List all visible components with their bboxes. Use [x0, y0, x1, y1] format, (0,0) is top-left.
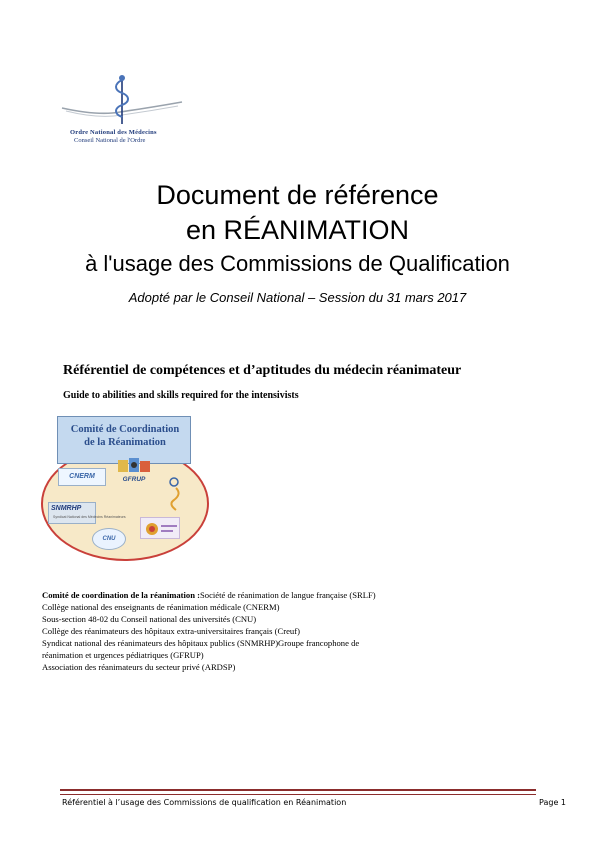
footer-rule-thin	[60, 794, 536, 795]
member-line: Collège national des enseignants de réanimation médicale (CNERM)	[42, 602, 280, 612]
section-subheading: Guide to abilities and skills required for the intensivists	[63, 390, 299, 401]
snmrhp-subtitle: Syndicat National des Médecins Réanimateurs	[53, 515, 126, 519]
member-line: Association des réanimateurs du secteur privé (ARDSP)	[42, 662, 236, 672]
snmrhp-label: SNMRHP	[51, 505, 82, 512]
srlf-emblem-icon	[156, 474, 190, 514]
srlf-logo	[156, 474, 190, 514]
ardsp-logo	[140, 517, 180, 539]
document-title-line3: à l'usage des Commissions de Qualification	[85, 251, 510, 276]
gfrup-label: GFRUP	[122, 476, 146, 483]
adoption-note: Adopté par le Conseil National – Session du 31 mars 2017	[128, 290, 467, 305]
members-lead	[42, 589, 376, 601]
coordination-committee-emblem	[40, 416, 212, 564]
cnu-logo: CNU	[92, 528, 126, 550]
document-title-line2: en RÉANIMATION	[185, 215, 410, 245]
section-heading: Référentiel de compétences et d’aptitudes du médecin réanimateur	[63, 363, 462, 378]
logo-conseil-text: Conseil National de l'Ordre	[74, 137, 146, 144]
members-lead-rest: Société de réanimation de langue française (SRLF)	[200, 590, 376, 600]
snmrhp-logo	[48, 502, 126, 524]
gfrup-books-icon	[112, 456, 156, 476]
footer-rule	[60, 789, 536, 791]
document-title-line1: Document de référence	[156, 180, 439, 210]
gfrup-logo	[112, 456, 156, 488]
ardsp-emblem-icon	[141, 518, 181, 540]
members-list	[42, 589, 376, 673]
members-lead-bold: Comité de coordination de la réanimation :	[42, 590, 201, 600]
emblem-title-line1: Comité de Coordination	[70, 424, 180, 435]
emblem-title-line2: de la Réanimation	[84, 437, 166, 448]
footer-text: Référentiel à l’usage des Commissions de qualification en Réanimation	[62, 798, 347, 807]
member-line: Sous-section 48-02 du Conseil national des universités (CNU)	[42, 614, 257, 624]
caduceus-icon	[58, 72, 188, 130]
member-line: réanimation et urgences pédiatriques (GFRUP)	[42, 650, 204, 660]
member-line: Syndicat national des réanimateurs des hôpitaux publics (SNMRHP)Groupe francophone de	[42, 638, 360, 648]
member-line: Collège des réanimateurs des hôpitaux extra-universitaires français (Creuf)	[42, 626, 300, 636]
page-number: Page 1	[539, 798, 566, 807]
cnerm-logo: CNERM	[58, 468, 106, 486]
logo-ordre-text: Ordre National des Médecins	[70, 129, 157, 136]
ordre-medecins-logo	[58, 72, 188, 152]
